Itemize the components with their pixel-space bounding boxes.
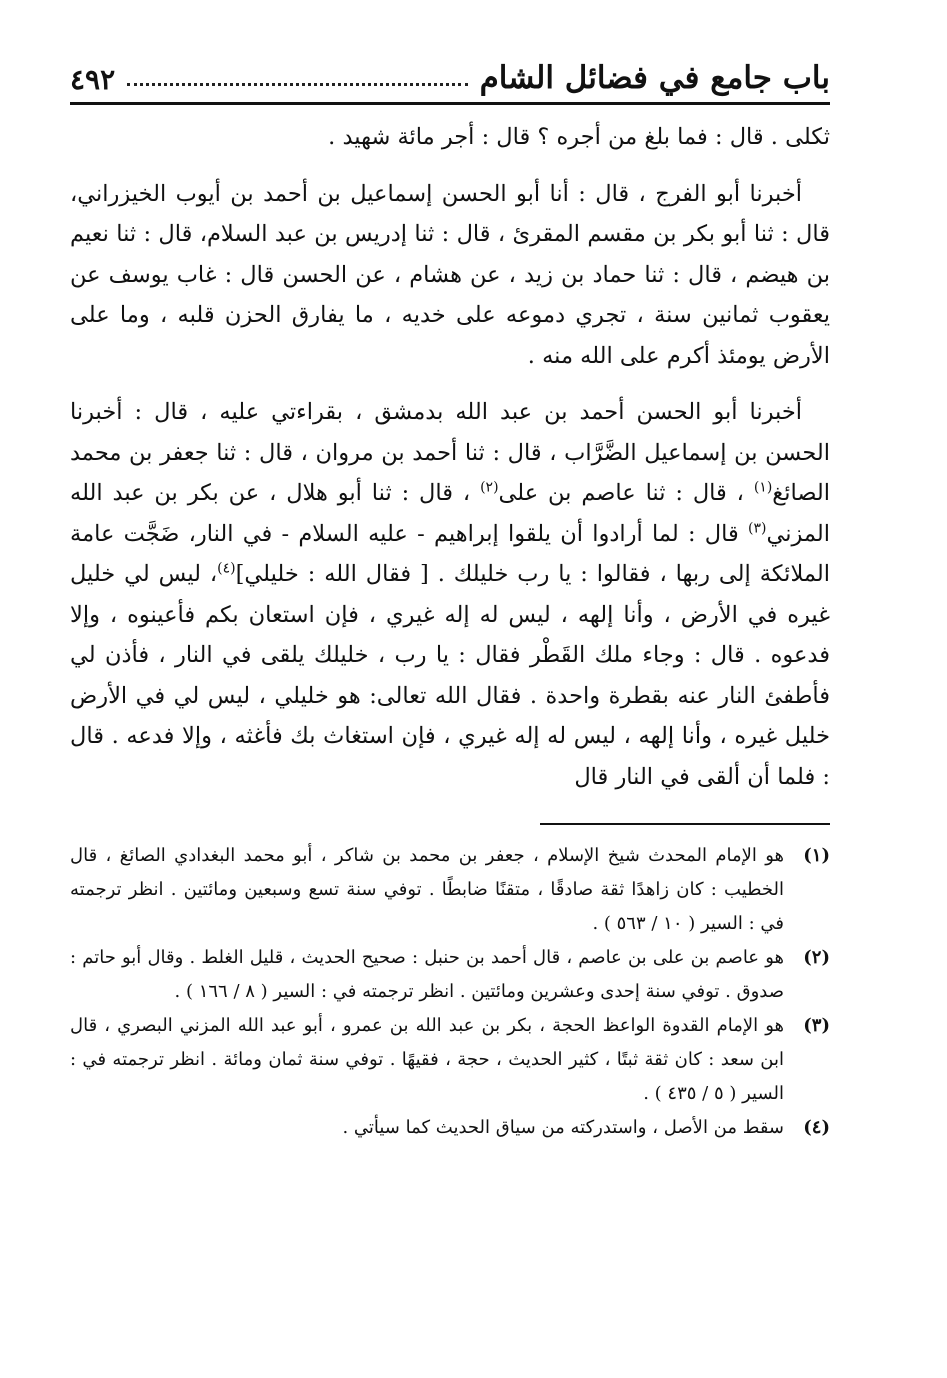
footnote-number: (٢) — [803, 947, 830, 968]
page-header — [70, 46, 830, 105]
page-number: ٤٩٢ — [70, 63, 116, 96]
footnote-ref-4: (٤) — [217, 560, 236, 577]
book-page — [70, 46, 830, 1145]
footnote-2 — [70, 941, 830, 1009]
footnote-number: (٤) — [803, 1117, 830, 1138]
footnote-text: سقط من الأصل ، واستدركته من سياق الحديث كما سيأتي . — [342, 1117, 784, 1138]
footnote-1 — [70, 839, 830, 941]
paragraph-ibrahim-narration — [70, 392, 830, 797]
paragraph-text: قال : لما أرادوا أن يلقوا إبراهيم - عليه السلام - في النار، ضَجَّت عامة الملائكة إلى ربها ، فقالوا : يا رب خليلك . [ فقال الله : خليلي] — [70, 520, 830, 587]
footnote-ref-2: (٢) — [480, 479, 499, 496]
paragraph-text: ، ليس لي خليل غيره في الأرض ، وأنا إلهه ، ليس له إله غيري ، فإن استعان بكم فأعينوه ، وإلا فدعوه . قال : وجاء ملك القَطْر فقال : يا رب ، خليلك يلقى في النار ، فأذن لي فأطفئ النار عنه بقطرة واحدة . فقال الله تعالى: هو خليلي ، ليس لي في الأرض خليل غيره ، وأنا إلهه ، ليس له إله غيري ، فإن استغاث بك فأغثه ، وإلا فدعه . قال : فلما أن ألقى في النار قال — [70, 561, 830, 790]
paragraph-text: ، قال : ثنا عاصم بن على — [498, 480, 754, 506]
footnote-ref-3: (٣) — [747, 520, 767, 536]
running-title: باب جامع في فضائل الشام — [479, 60, 830, 96]
paragraph-text: ثكلى . قال : فما بلغ من أجره ؟ قال : أجر مائة شهيد . — [328, 124, 830, 150]
footnote-number: (٣) — [803, 1015, 830, 1036]
footnote-text: هو الإمام المحدث شيخ الإسلام ، جعفر بن محمد بن شاكر ، أبو محمد البغدادي الصائغ ، قال الخطيب : كان زاهدًا ثقة صادقًا ، متقنًا ضابطًا . توفي سنة تسع وسبعين ومائتين . انظر ترجمته في : السير ( ١٠ / ٥٦٣ ) . — [70, 845, 784, 934]
paragraph-continuation — [70, 117, 830, 158]
footnote-4 — [70, 1111, 830, 1145]
paragraph-text: ، قال : ثنا أبو هلال ، عن بكر بن عبد الله المزني — [70, 480, 830, 547]
footnote-ref-1: (١) — [753, 479, 773, 496]
footnotes — [70, 839, 830, 1145]
paragraph-text: أخبرنا أبو الفرج ، قال : أنا أبو الحسن إسماعيل بن أحمد بن أيوب الخيزراني، قال : ثنا أبو بكر بن مقسم المقرئ ، قال : ثنا إدريس بن عبد السلام، قال : ثنا نعيم بن هيضم ، قال : ثنا حماد بن زيد ، عن هشام ، عن الحسن قال : غاب يوسف عن يعقوب ثمانين سنة ، تجري دموعه على خديه ، ما يفارق الحزن قلبه ، وما على الأرض يومئذ أكرم على الله منه . — [70, 180, 830, 369]
footnote-text: هو الإمام القدوة الواعظ الحجة ، بكر بن عبد الله بن عمرو ، أبو عبد الله المزني البصري ، قال ابن سعد : كان ثقة ثبتًا ، كثير الحديث ، حجة ، فقيهًا . توفي سنة ثمان ومائة . انظر ترجمته في : السير ( ٥ / ٤٣٥ ) . — [70, 1015, 784, 1104]
paragraph-yusuf-narration — [70, 174, 830, 377]
footnote-text: هو عاصم بن على بن عاصم ، قال أحمد بن حنبل : صحيح الحديث ، قليل الغلط . وقال أبو حاتم : صدوق . توفي سنة إحدى وعشرين ومائتين . انظر ترجمته في : السير ( ٨ / ١٦٦ ) . — [70, 947, 784, 1002]
header-dotted-leader — [127, 82, 467, 86]
main-text — [70, 117, 830, 797]
paragraph-text: أخبرنا أبو الحسن أحمد بن عبد الله بدمشق ، بقراءتي عليه ، قال : أخبرنا الحسن بن إسماعيل الضَّرَّاب ، قال : ثنا أحمد بن مروان ، قال : ثنا جعفر بن محمد الصائغ — [70, 399, 830, 506]
footnote-number: (١) — [803, 845, 830, 866]
footnote-3 — [70, 1009, 830, 1111]
footnote-separator — [540, 823, 830, 825]
